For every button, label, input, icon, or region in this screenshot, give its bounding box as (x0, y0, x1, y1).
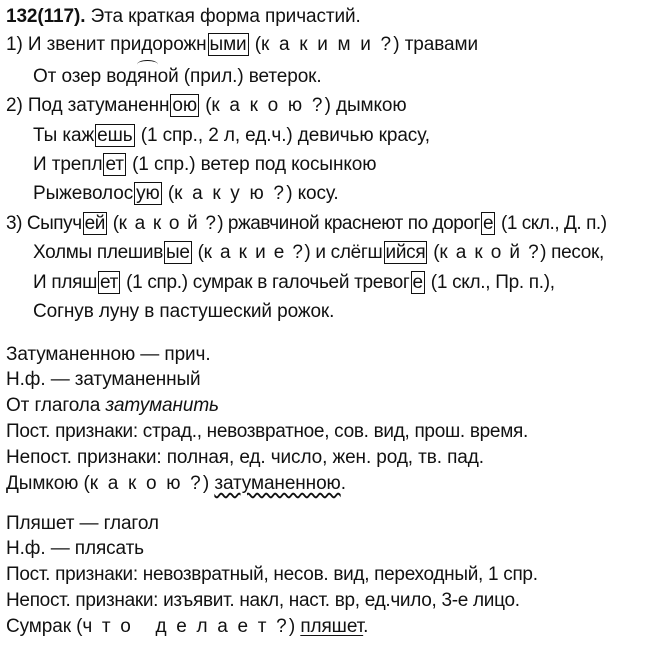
a2-line2: Н.ф. — плясать (6, 538, 144, 559)
a1-line4: Пост. признаки: страд., невозвратное, сов. вид, прош. время. (6, 421, 528, 442)
question: ч т о д е л а е т ? (82, 616, 289, 637)
a2-line1: Пляшет — глагол (6, 513, 159, 534)
a1-line2: Н.ф. — затуманенный (6, 369, 201, 390)
s2-line4: Рыжеволос ую (к а к у ю ?) косу. (33, 183, 339, 204)
question: к а к о й ? (439, 242, 541, 263)
question: к а к о ю ? (89, 473, 203, 494)
ending-box: ою (172, 95, 198, 116)
suffix-box: ийся (385, 242, 426, 263)
exercise-title: Эта краткая форма причастий. (85, 6, 361, 27)
a2-line4: Непост. признаки: изъявит. накл, наст. вр, ед.чило, 3-е лицо. (6, 590, 520, 611)
s1-line2: От озер водяной (прил.) ветерок. (33, 66, 322, 87)
s2-line3: И трепл ет (1 спр.) ветер под косынкою (33, 154, 377, 175)
question: к а к у ю ? (174, 183, 287, 204)
root-arc: ян (137, 66, 158, 87)
s3-line1: 3) Сыпуч ей (к а к о й ?) ржавчиной краснеют по дорог е (1 скл., Д. п.) (6, 213, 607, 234)
ending-box: е (482, 213, 494, 234)
s2-line1: 2) Под затуманенн ою (к а к о ю ?) дымкою (6, 95, 407, 116)
a1-line1: Затуманенною — прич. (6, 344, 211, 365)
ending-box: ет (105, 154, 124, 175)
s2-line2: Ты каж ешь (1 спр., 2 л, ед.ч.) девичью красу, (33, 125, 430, 146)
question: к а к и м и ? (260, 34, 394, 55)
underlined-word: затуманенною (214, 473, 341, 494)
a1-line6: Дымкою (к а к о ю ?) затуманенною. (6, 473, 346, 494)
question: к а к о ю ? (211, 95, 325, 116)
s3-line3: И пляш ет (1 спр.) сумрак в галочьей тревог е (1 скл., Пр. п.), (33, 272, 555, 293)
ending-box: ей (84, 213, 105, 234)
question: к а к и е ? (203, 242, 305, 263)
ending-box: ыми (209, 34, 247, 55)
ending-box: ую (136, 183, 160, 204)
s3-line4: Согнув луну в пастушеский рожок. (33, 301, 335, 322)
underlined-word: пляшет (300, 616, 364, 637)
exercise-number: 132(117). (6, 6, 86, 27)
s1-line1: 1) И звенит придорожн ыми (к а к и м и ?) травами (6, 34, 478, 55)
a1-line3: От глагола затуманить (6, 395, 219, 416)
source-verb: затуманить (105, 395, 219, 416)
a2-line5: Сумрак (ч т о д е л а е т ?) пляшет. (6, 616, 369, 637)
exercise-header (6, 6, 361, 28)
s3-line2: Холмы плешив ые (к а к и е ?) и слёгш ийся (к а к о й ?) песок, (33, 242, 605, 263)
ending-box: ет (100, 272, 119, 293)
a2-line3: Пост. признаки: невозвратный, несов. вид, переходный, 1 спр. (6, 564, 538, 585)
a1-line5: Непост. признаки: полная, ед. число, жен. род, тв. пад. (6, 447, 484, 468)
ending-box: е (412, 272, 423, 293)
ending-box: ешь (97, 125, 133, 146)
ending-box: ые (166, 242, 190, 263)
question: к а к о й ? (118, 213, 218, 234)
